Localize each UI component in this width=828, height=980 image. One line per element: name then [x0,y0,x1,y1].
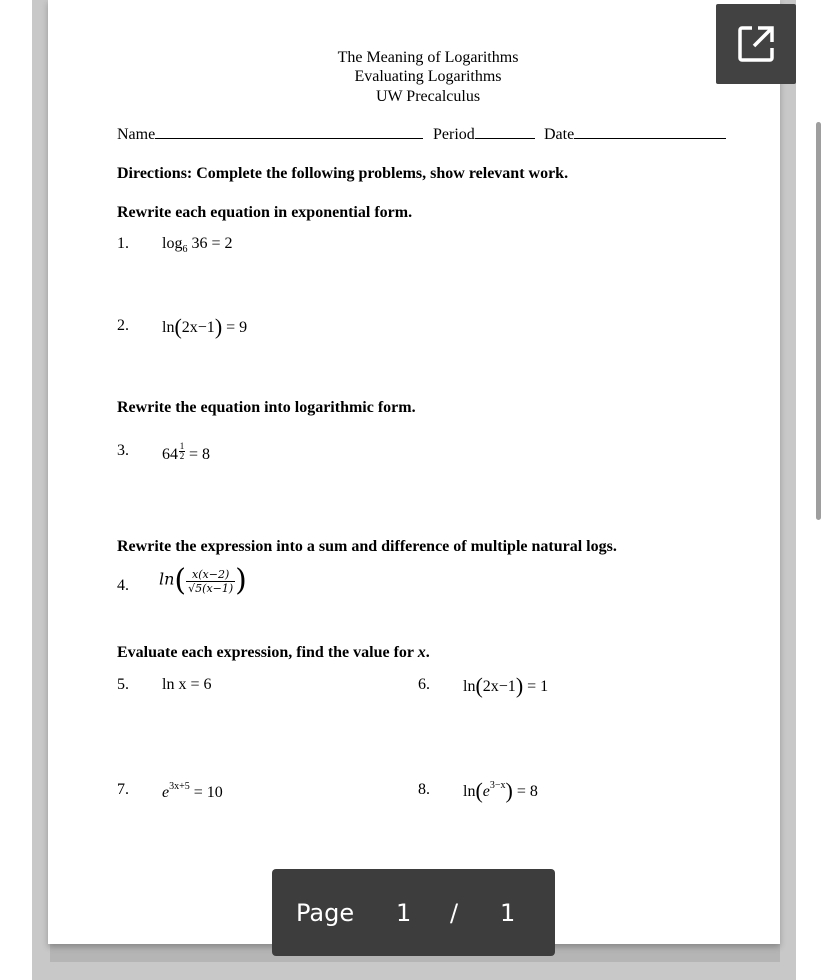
problem-3-expression: 64 $\frac{1}{2}$ = 8 [162,441,211,463]
section-heading-evaluate: Evaluate each expression, find the value for x. [117,644,430,661]
problem-6-number: 6. [418,676,430,693]
open-in-new-button[interactable] [716,4,796,84]
problem-8-number: 8. [418,781,430,798]
name-blank [155,126,423,139]
problem-5-expression: ln x = 6 [162,676,212,693]
problem-8-expression: $\ln(e^{3-x}) = 8$ [463,778,538,803]
date-label: Date [544,126,575,143]
name-label: Name [117,126,156,143]
period-field [433,126,535,144]
problem-4-number: 4. [117,577,129,594]
problem-7-expression: $e^{3x+5} = 10$ [162,781,223,801]
date-blank [574,126,726,139]
problem-2-number: 2. [117,317,129,334]
problem-3-number: 3. [117,442,129,459]
scrollbar[interactable] [816,122,821,520]
section-heading-sum-difference: Rewrite the expression into a sum and difference of multiple natural logs. [117,538,617,555]
problem-6-expression: ln(2x−1) = 1 [463,673,549,698]
page-separator: / [450,899,459,927]
page-label: Page [296,899,355,927]
section-heading-exponential: Rewrite each equation in exponential form. [117,204,413,221]
problem-2-expression: ln(2x−1) = 9 [162,314,248,339]
period-blank [475,126,535,139]
problem-5-number: 5. [117,676,129,693]
problem-1-number: 1. [117,235,129,252]
problem-4-expression: ln( $\frac{x(x-2)}{√5(x-1)}$ ) [159,563,247,598]
doc-course: UW Precalculus [375,88,481,105]
total-pages: 1 [500,899,516,927]
date-field [544,126,726,144]
problem-1-expression: $\log_6 36 = 2$ [162,235,233,255]
doc-title: The Meaning of Logarithms [337,49,519,66]
document-page [48,0,780,944]
open-in-new-icon [736,24,776,64]
section-heading-logarithmic: Rewrite the equation into logarithmic form. [117,399,416,416]
name-field [117,126,423,144]
page-indicator [272,869,555,956]
problem-7-number: 7. [117,781,129,798]
doc-subtitle: Evaluating Logarithms [354,68,502,85]
current-page: 1 [396,899,412,927]
period-label: Period [433,126,475,143]
directions: Directions: Complete the following problems, show relevant work. [117,165,569,182]
